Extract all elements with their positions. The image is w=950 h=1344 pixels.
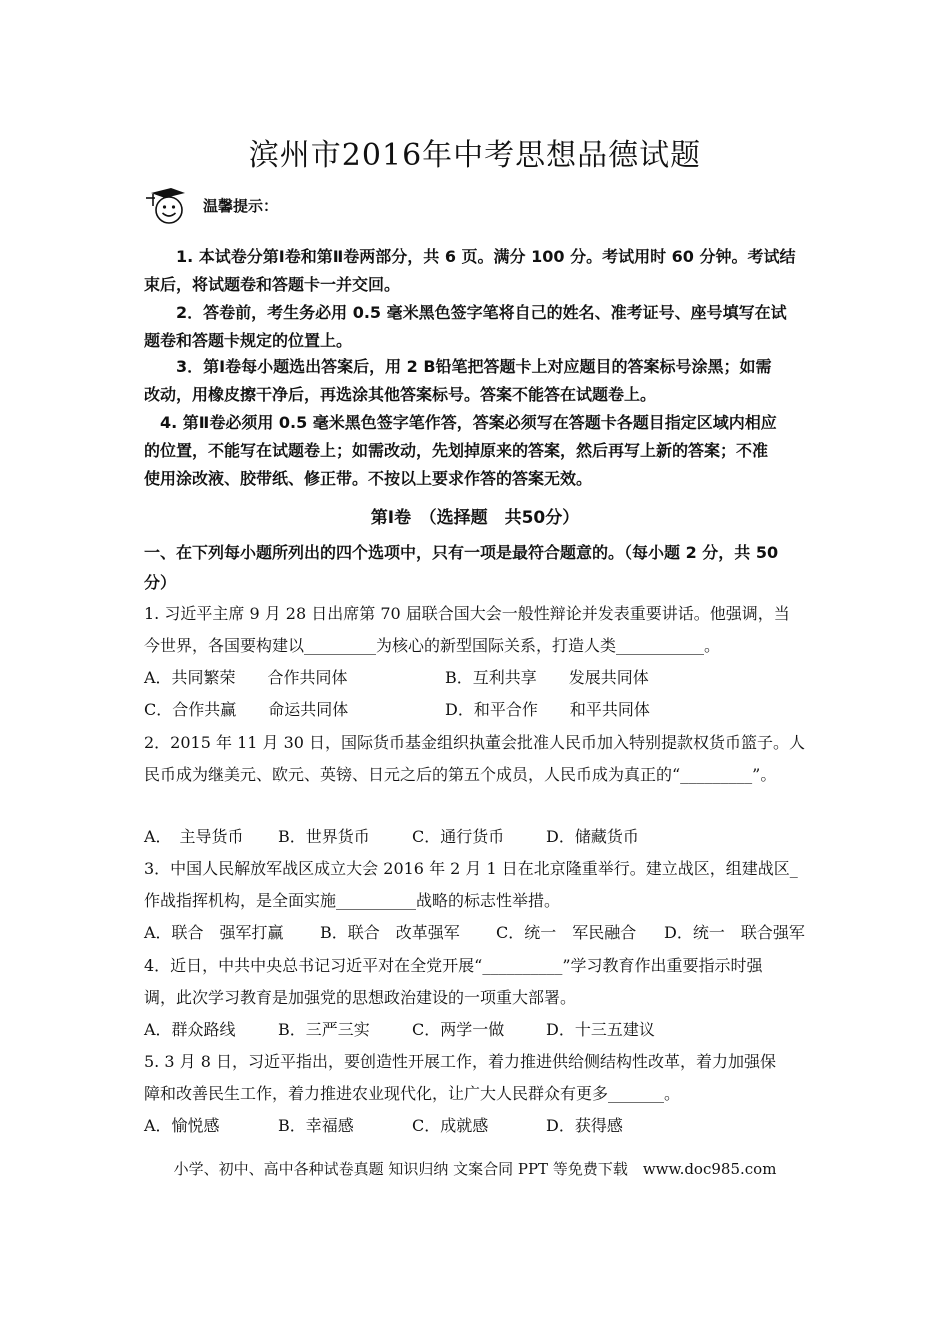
- question-2-text: 民币成为继美元、欧元、英镑、日元之后的第五个成员，人民币成为真正的“_________”。: [144, 765, 777, 784]
- question-1-option-c: C．合作共赢 命运共同体: [144, 700, 349, 719]
- page-footer: 小学、初中、高中各种试卷真题 知识归纳 文案合同 PPT 等免费下载 www.doc985.com: [173, 1160, 777, 1178]
- section-instruction: 分）: [144, 573, 177, 592]
- question-5-text: 障和改善民生工作，着力推进农业现代化，让广大人民群众有更多_______。: [144, 1084, 681, 1103]
- question-3-option-a: A．联合 强军打赢: [144, 923, 284, 942]
- question-1-text: 今世界，各国要构建以_________为核心的新型国际关系，打造人类___________。: [144, 636, 721, 655]
- tips-label: 温馨提示：: [203, 197, 279, 215]
- question-4-option-d: D．十三五建议: [546, 1020, 655, 1039]
- question-4-text: 调，此次学习教育是加强党的思想政治建设的一项重大部署。: [144, 988, 577, 1007]
- question-3-text: 作战指挥机构，是全面实施__________战略的标志性举措。: [144, 891, 561, 910]
- question-2-option-b: B．世界货币: [278, 827, 370, 846]
- notice-line: 的位置，不能写在试题卷上；如需改动，先划掉原来的答案，然后再写上新的答案；不准: [144, 441, 769, 460]
- notice-line: 4. 第Ⅱ卷必须用 0.5 毫米黑色签字笔作答，答案必须写在答题卡各题目指定区域内相应: [160, 413, 777, 432]
- notice-line: 2．答卷前，考生务必用 0.5 毫米黑色签字笔将自己的姓名、准考证号、座号填写在试: [176, 303, 787, 322]
- question-3-option-b: B．联合 改革强军: [320, 923, 460, 942]
- question-5-option-c: C．成就感: [412, 1116, 489, 1135]
- question-2-option-a: A． 主导货币: [144, 827, 244, 846]
- question-5-option-b: B．幸福感: [278, 1116, 354, 1135]
- question-5-option-d: D．获得感: [546, 1116, 623, 1135]
- section-instruction: 一、在下列每小题所列出的四个选项中，只有一项是最符合题意的。（每小题 2 分，共 50: [144, 543, 779, 562]
- question-5-option-a: A．愉悦感: [144, 1116, 220, 1135]
- page-title: 滨州市2016年中考思想品德试题: [248, 138, 702, 173]
- notice-line: 束后，将试题卷和答题卡一并交回。: [144, 275, 401, 294]
- notice-line: 1. 本试卷分第Ⅰ卷和第Ⅱ卷两部分，共 6 页。满分 100 分。考试用时 60 分钟。考试结: [176, 247, 796, 266]
- question-1-option-b: B．互利共享 发展共同体: [445, 668, 649, 687]
- question-3-option-d: D．统一 联合强军: [664, 923, 805, 942]
- question-2-option-c: C．通行货币: [412, 827, 505, 846]
- notice-line: 3．第Ⅰ卷每小题选出答案后，用 2 B铅笔把答题卡上对应题目的答案标号涂黑；如需: [176, 357, 772, 376]
- section-heading: 第Ⅰ卷 （选择题 共50分）: [370, 508, 580, 528]
- notice-line: 题卷和答题卡规定的位置上。: [144, 331, 353, 350]
- question-4-option-c: C．两学一做: [412, 1020, 505, 1039]
- question-4-option-b: B．三严三实: [278, 1020, 370, 1039]
- smiley-graduate-icon: [143, 184, 191, 228]
- notice-line: 使用涂改液、胶带纸、修正带。不按以上要求作答的答案无效。: [144, 469, 593, 488]
- question-5-text: 5. 3 月 8 日，习近平指出，要创造性开展工作，着力推进供给侧结构性改革，着力加强保: [144, 1052, 776, 1071]
- question-1-option-a: A．共同繁荣 合作共同体: [144, 668, 348, 687]
- question-3-option-c: C．统一 军民融合: [496, 923, 637, 942]
- question-1-option-d: D．和平合作 和平共同体: [445, 700, 650, 719]
- question-4-option-a: A．群众路线: [144, 1020, 236, 1039]
- question-2-text: 2．2015 年 11 月 30 日，国际货币基金组织执董会批准人民币加入特别提款权货币篮子。人: [144, 733, 806, 752]
- question-4-text: 4．近日，中共中央总书记习近平对在全党开展“__________”学习教育作出重要指示时强: [144, 956, 763, 975]
- question-1-text: 1. 习近平主席 9 月 28 日出席第 70 届联合国大会一般性辩论并发表重要讲话。他强调，当: [144, 604, 790, 623]
- question-2-option-d: D．储藏货币: [546, 827, 639, 846]
- question-3-text: 3．中国人民解放军战区成立大会 2016 年 2 月 1 日在北京隆重举行。建立战区，组建战区_: [144, 859, 798, 878]
- notice-line: 改动，用橡皮擦干净后，再选涂其他答案标号。答案不能答在试题卷上。: [144, 385, 657, 404]
